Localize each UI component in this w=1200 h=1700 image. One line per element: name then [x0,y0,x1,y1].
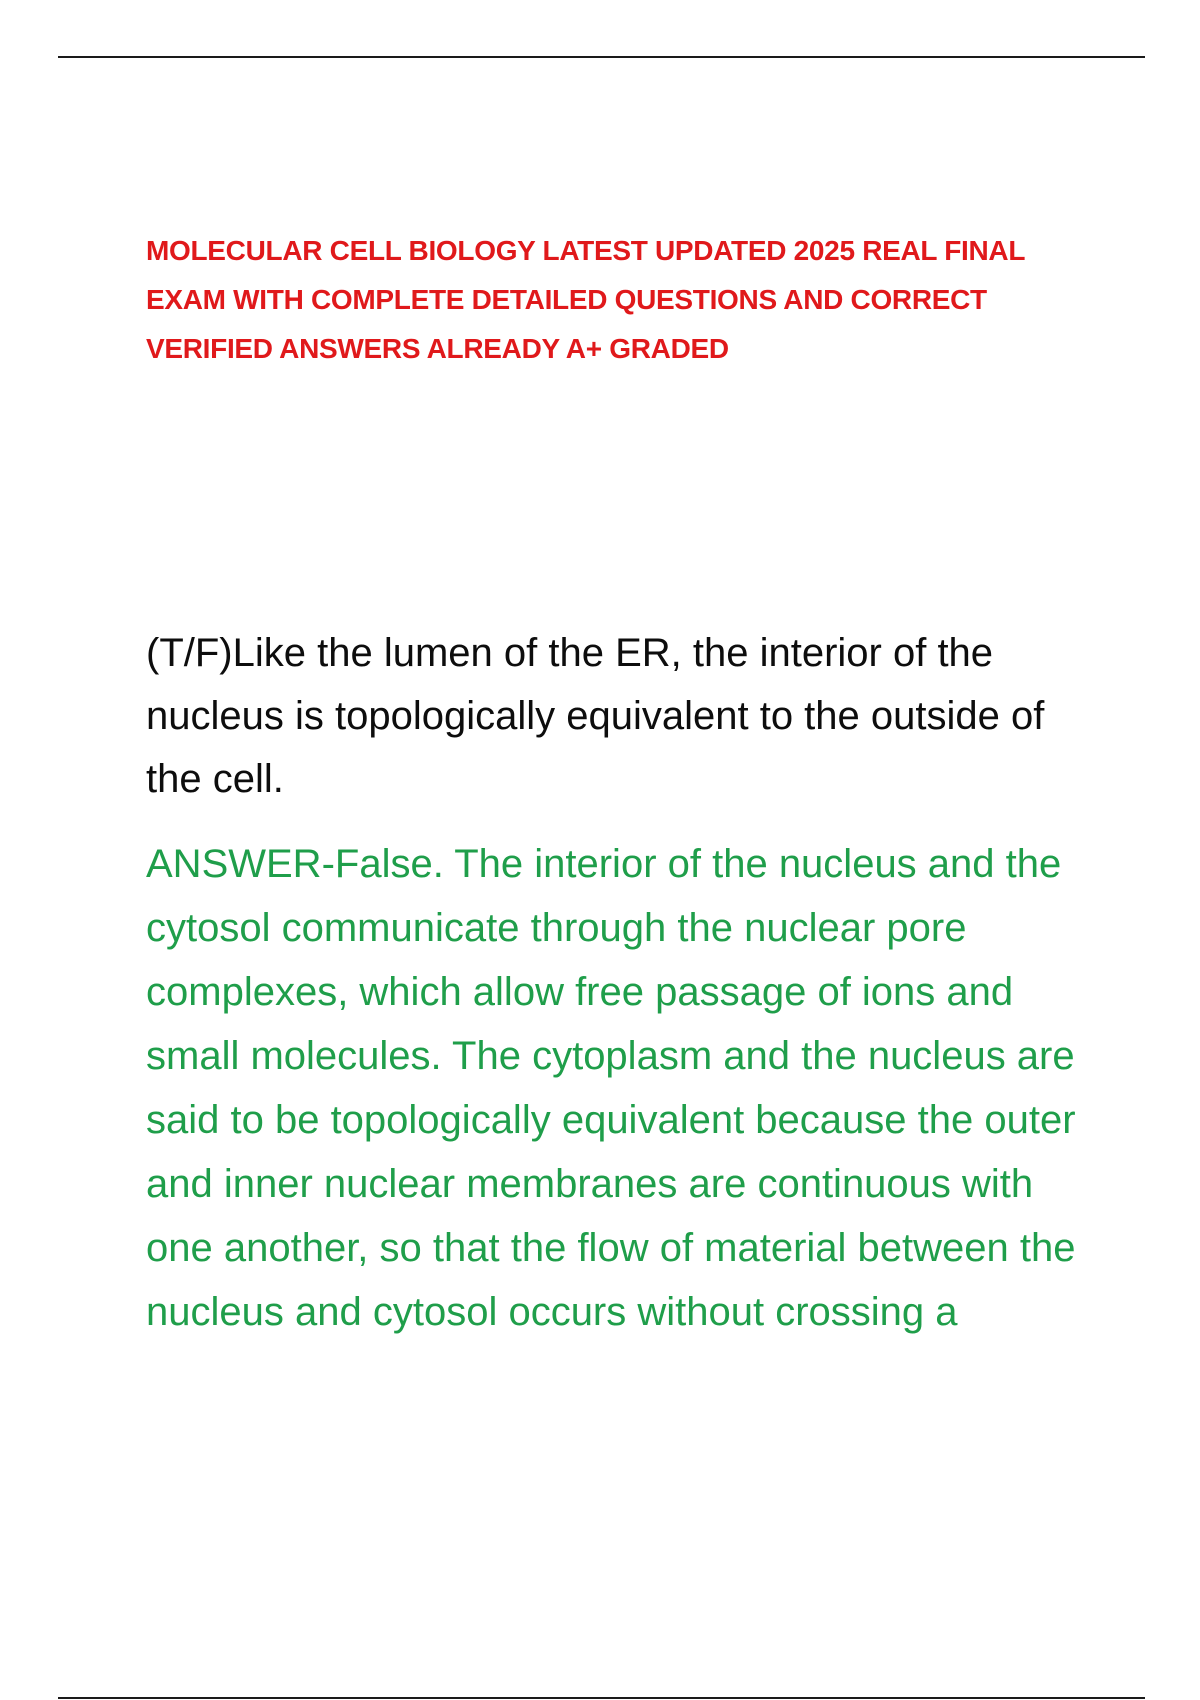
bottom-divider [58,1697,1145,1699]
top-divider [58,56,1145,58]
answer-text: ANSWER-False. The interior of the nucleus and the cytosol communicate through the nuclear pore complexes, which allow free passage of ions and small molecules. The cytoplasm and the nucleus are said to be topologically equivalent because the outer and inner nuclear membranes are continuous with one another, so that the flow of material between the nucleus and cytosol occurs without crossing a [146,842,1076,1334]
document-title: MOLECULAR CELL BIOLOGY LATEST UPDATED 2025 REAL FINAL EXAM WITH COMPLETE DETAILED QUESTIONS AND CORRECT VERIFIED ANSWERS ALREADY A+ GRADED [146,235,1025,364]
question-text: (T/F)Like the lumen of the ER, the interior of the nucleus is topologically equivalent to the outside of the cell. [146,631,1045,801]
